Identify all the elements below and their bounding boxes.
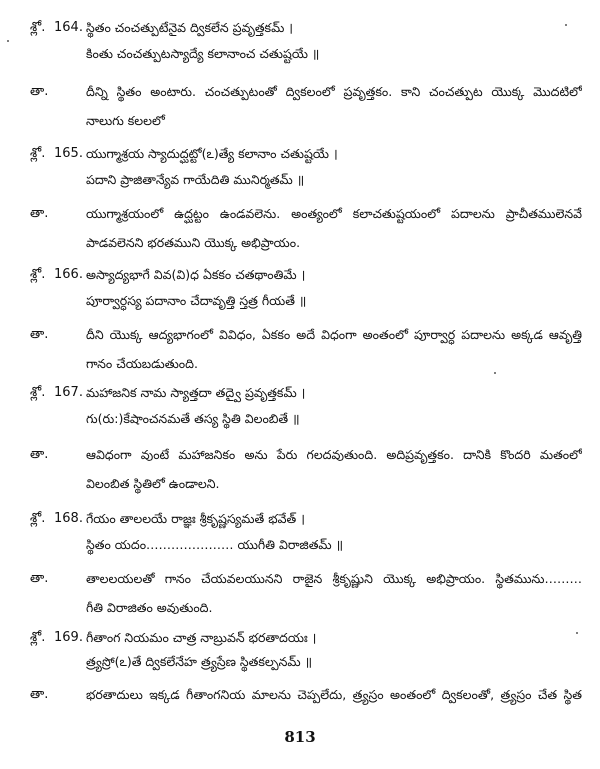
commentary-line: యుగ్మాశ్రయంలో ఉద్ఘట్టం ఉండవలెను. అంత్యంలో కలాచతుష్టయంలో పదాలను ప్రాచీతములెనవే	[86, 206, 582, 221]
verse-line: గు(రు:)కేషాంచనమతే తస్య స్థితి విలంబితే ॥	[86, 411, 300, 426]
commentary-line: భరతాదులు ఇక్కడ గీతాంగనియ మాలను చెప్పలేదు, త్ర్యస్రం అంతంలో ద్వికలంతో, త్ర్యస్రం చేత స్థిత	[86, 687, 582, 702]
commentary-line: నాలుగు కలలలో	[86, 113, 165, 128]
commentary-label: తా.	[30, 687, 49, 702]
verse-line: పదాని ప్రాజితాన్యేవ గాయేదితి మునిర్మతమ్ ॥	[86, 172, 305, 187]
verse-line: త్ర్యస్రో(ఽ)తే ద్వికలేనేహ త్ర్యస్రేణ స్థితకల్పనమ్ ॥	[86, 654, 313, 669]
commentary-label: తా.	[30, 447, 49, 462]
scan-speck	[7, 40, 9, 42]
verse-line: కింతు చంచత్పుటస్యాద్యే కలానాంచ చతుష్టయే ॥	[86, 46, 320, 61]
commentary-line: దీని యొక్క ఆద్యభాగంలో వివిధం, ఏకకం అదే విధంగా అంతంలో పూర్వార్ధ పదాలను అక్కడ ఆవృత్తి	[86, 327, 582, 342]
verse-number: 164.	[54, 20, 83, 35]
verse-label: శ్లో.	[30, 267, 46, 282]
verse-label: శ్లో.	[30, 146, 46, 161]
verse-line: అస్యాద్యభాగే వివ(వి)ధ ఏకకం చతథాంతిమే ।	[86, 267, 306, 282]
verse-label: శ్లో.	[30, 20, 46, 35]
commentary-label: తా.	[30, 84, 49, 99]
commentary-line: దీన్ని స్థితం అంటారు. చంచత్పుటంతో ద్వికలంలో ప్రవృత్తకం. కాని చంచత్పుట యొక్క మొదటిలో	[86, 84, 582, 99]
scan-speck	[576, 632, 578, 634]
verse-label: శ్లో.	[30, 385, 46, 400]
verse-line: స్థితం చంచత్పుటేనైవ ద్వికలేన ప్రవృత్తకమ్ ।	[86, 20, 294, 35]
scan-speck	[565, 24, 567, 26]
page-number: 813	[284, 728, 316, 746]
commentary-line: ఆవిధంగా వుంటే మహాజనికం అను పేరు గలదవుతుంది. అదిప్రవృత్తకం. దానికి కొందరి మతంలో	[86, 447, 582, 462]
commentary-line: విలంబిత స్థితిలో ఉండాలని.	[86, 476, 220, 491]
commentary-label: తా.	[30, 327, 49, 342]
commentary-label: తా.	[30, 571, 49, 586]
commentary-line: గానం చేయబడుతుంది.	[86, 356, 198, 371]
verse-label: శ్లో.	[30, 511, 46, 526]
commentary-line: పాడవలెనని భరతముని యొక్క అభిప్రాయం.	[86, 235, 301, 250]
verse-line: యుగ్మాశ్రయ స్యాదుద్ఘట్టో(ఽ)త్యే కలానాం చతుష్టయే ।	[86, 146, 338, 161]
scan-speck	[494, 372, 496, 374]
verse-number: 167.	[54, 385, 83, 400]
verse-line: పూర్వార్ధస్య పదానాం చేదావృత్తి స్తత్ర గీయతే ॥	[86, 293, 307, 308]
verse-label: శ్లో.	[30, 630, 46, 645]
verse-number: 166.	[54, 267, 83, 282]
commentary-line: గీతి విరాజితం అవుతుంది.	[86, 600, 213, 615]
verse-number: 169.	[54, 630, 83, 645]
verse-line: గీతాంగ నియమం చాత్ర నాబ్రువన్ భరతాదయః ।	[86, 630, 317, 645]
commentary-label: తా.	[30, 206, 49, 221]
verse-number: 168.	[54, 511, 83, 526]
verse-line: మహాజనిక నామ స్యాత్తదా తద్వై ప్రవృత్తకమ్ ।	[86, 385, 306, 400]
verse-line: గేయం తాలలయే రాజ్ఞః శ్రీకృష్ణస్యమతే భవేత్ ।	[86, 511, 305, 526]
verse-number: 165.	[54, 146, 83, 161]
verse-line: స్థితం యదం………………… యుగీతి విరాజితమ్ ॥	[86, 537, 344, 552]
commentary-line: తాలలయలతో గానం చేయవలయునని రాజైన శ్రీకృష్ణుని యొక్క అభిప్రాయం. స్థితమును………	[86, 571, 582, 586]
